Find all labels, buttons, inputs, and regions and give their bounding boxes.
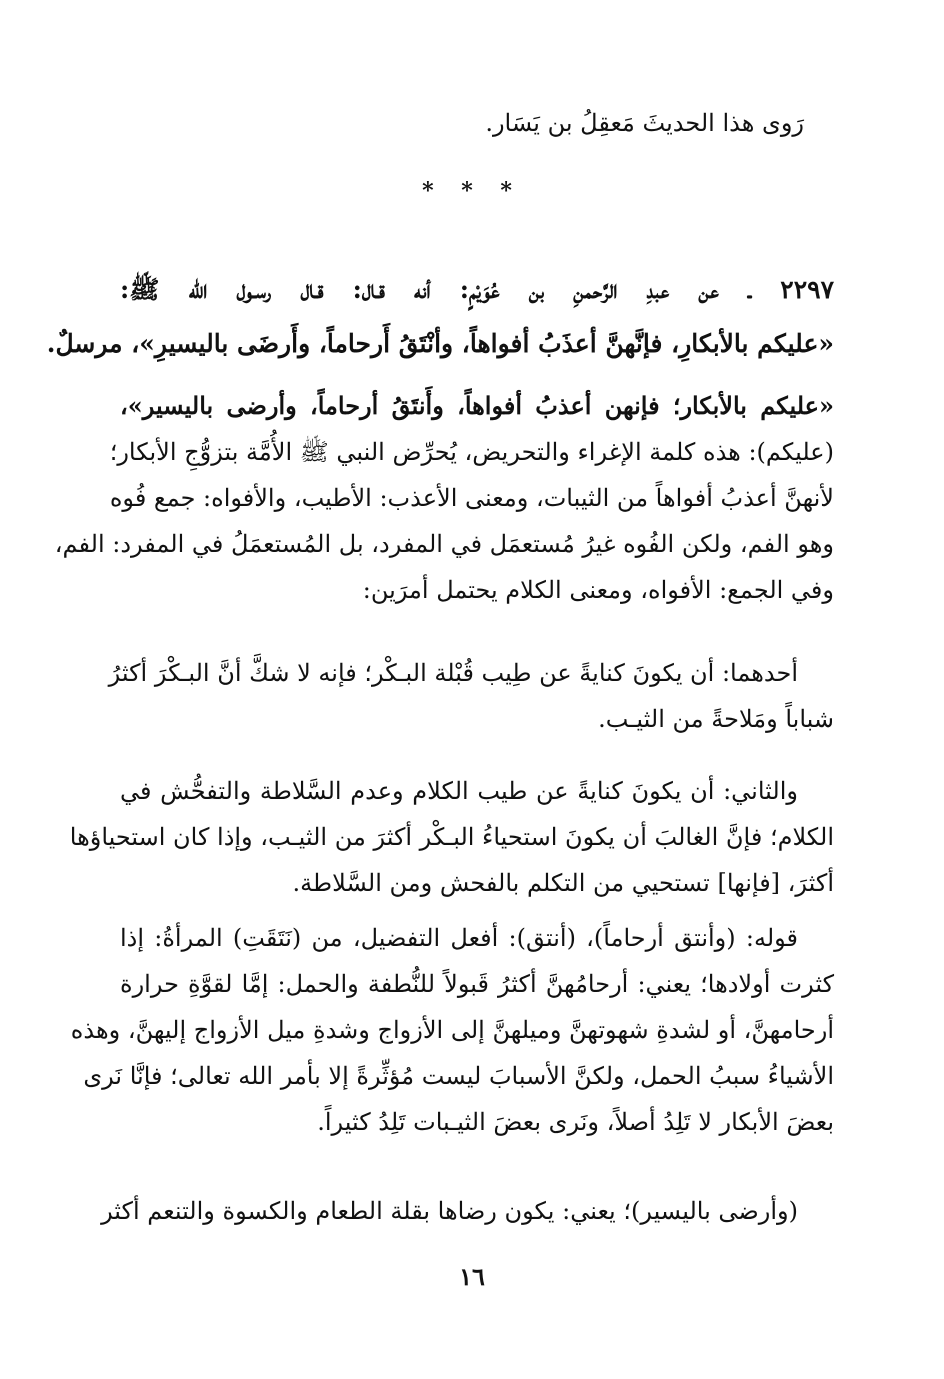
text-line: لأنهنَّ أعذبُ أفواهاً من الثيبات، ومعنى الأعذب: الأطيب، والأفواه: جمع فُوه [109, 484, 834, 512]
text-line: الأشياءُ سببُ الحمل، ولكنَّ الأسبابَ ليست مُؤثِّرةً إلا بأمر الله تعالى؛ فإنَّا نَرى [83, 1062, 834, 1090]
section-separator: * * * [422, 178, 522, 204]
text-line: والثاني: أن يكونَ كنايةً عن طيب الكلام وعدم السَّلاطة والتفحُّش في [120, 777, 798, 805]
intro-line: رَوى هذا الحديثَ مَعقِلُ بن يَسَار. [485, 109, 804, 137]
text-line: بعضَ الأبكار لا تَلِدُ أصلاً، ونَرى بعضَ الثيـبات تَلِدُ كثيراً. [317, 1108, 834, 1136]
hadith-line: «عليكم بالأبكارِ، فإنَّهنَّ أعذَبُ أفواهاً، وأنْتَقُ أَرحاماً، وأَرضَى باليسيرِ»، مرسلٌ. [46, 329, 834, 358]
text-line: (وأرضى باليسير)؛ يعني: يكون رضاها بقلة الطعام والكسوة والتنعم أكثر [101, 1197, 798, 1225]
hadith-line: ٢٢٩٧ ـ عن عبدِ الرَّحمنِ بن عُوَيْمٍ: أنه قـال: قـال رسـول الله ﷺ: [120, 275, 834, 304]
text-line: شباباً ومَلاحةً من الثيـب. [598, 705, 834, 733]
text-line: أكثرَ، [فإنها] تستحيي من التكلم بالفحش ومن السَّلاطة. [292, 869, 834, 897]
text-line: قوله: (وأنتق أرحاماً)، (أنتق): أفعل التفضيل، من (نَتَقَتِ) المرأةُ: إذا [120, 924, 798, 952]
quoted-hadith-line: «عليكم بالأبكار؛ فإنهن أعذبُ أفواهاً، وأَنتَقُ أرحاماً، وأرضى باليسير»، [120, 391, 834, 420]
text-line: أحدهما: أن يكونَ كنايةً عن طِيب قُبْلة البـكْر؛ فإنه لا شكَّ أنَّ البـكْرَ أكثرُ [108, 659, 798, 687]
text-line: الكلام؛ فإنَّ الغالبَ أن يكونَ استحياءُ البـكْر أكثرَ من الثيـب، وإذا كان استحياؤها [69, 823, 834, 851]
text-line: وفي الجمع: الأفواه، ومعنى الكلام يحتمل أمرَين: [362, 576, 834, 604]
text-line: وهو الفم، ولكن الفُوه غيرُ مُستعمَل في المفرد، بل المُستعمَلُ في المفرد: الفم، [54, 530, 834, 558]
page-number: ١٦ [459, 1262, 485, 1291]
hadith-text [46, 263, 834, 371]
text-line: أرحامهنَّ، أو لشدةِ شهوتهنَّ وميلهنَّ إلى الأزواج وشدةِ ميل الأزواج إليهنَّ، وهذه [70, 1016, 834, 1044]
commentary-paragraph [108, 650, 834, 742]
text-line: كثرت أولادها؛ يعني: أرحامُهنَّ أكثرُ قَبولاً للنُّطفة والحمل: إمَّا لقوَّةِ حرارة [120, 970, 834, 998]
commentary-paragraph [101, 1188, 834, 1234]
commentary-paragraph [70, 915, 834, 1145]
commentary-paragraph [69, 768, 834, 906]
commentary-paragraph [54, 383, 834, 613]
intro-text [120, 100, 804, 146]
text-line: (عليكم): هذه كلمة الإغراء والتحريض، يُحرِّض النبي ﷺ الأُمَّة بتزوُّجِ الأبكار؛ [109, 438, 834, 466]
